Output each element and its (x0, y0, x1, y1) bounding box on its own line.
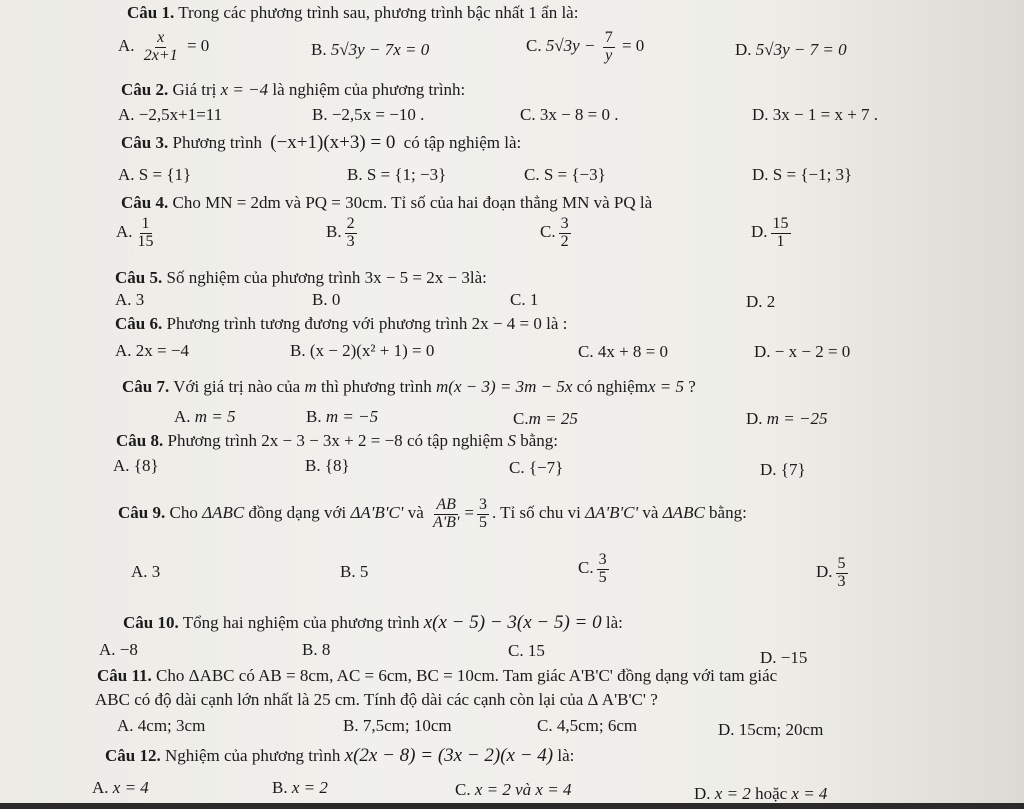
question-8-stem (116, 431, 558, 451)
question-9-option-c (578, 552, 612, 587)
fraction (836, 556, 848, 591)
option-text: 2 (766, 292, 776, 311)
numerator: 15 (772, 215, 789, 232)
option-text: x = 4 (112, 778, 149, 797)
option-letter: A. (115, 290, 132, 309)
option-text: {−7} (528, 458, 564, 477)
question-10-option-a (99, 640, 138, 660)
option-letter: D. (754, 342, 771, 361)
page-edge-shadow (0, 803, 1024, 809)
option-text: hoặc (755, 784, 788, 803)
option-letter: C. (455, 780, 471, 799)
numerator: 5 (837, 555, 846, 572)
question-6-stem (115, 314, 567, 334)
question-1-option-b (311, 40, 429, 60)
denominator: 2x+1 (143, 46, 178, 64)
question-label: Câu 11. (97, 666, 152, 685)
question-text: . Tỉ số chu vi (491, 503, 581, 523)
option-text: S = {−3} (543, 165, 606, 184)
question-math: ΔA'B'C' (585, 503, 639, 523)
question-math: m (304, 377, 317, 396)
question-label: Câu 9. (118, 503, 166, 523)
question-label: Câu 8. (116, 431, 164, 450)
question-12-option-a (92, 778, 149, 798)
question-text: là: (557, 746, 575, 765)
option-text: S = {1} (138, 165, 192, 184)
option-letter: C. (540, 222, 556, 242)
numerator: 3 (478, 496, 487, 513)
question-text: Cho (169, 503, 198, 523)
question-10-option-c (508, 641, 545, 661)
option-letter: C. (510, 290, 526, 309)
option-text: 3 (151, 562, 161, 581)
option-letter: B. (347, 165, 363, 184)
option-text: (x − 2)(x² + 1) = 0 (309, 341, 435, 360)
question-math: x = −4 (220, 80, 269, 99)
option-text: −8 (119, 640, 138, 659)
option-letter: B. (340, 562, 356, 581)
numerator: 1 (141, 215, 150, 232)
question-text: Giá trị (172, 80, 217, 99)
option-letter: A. (118, 105, 135, 124)
fraction (431, 497, 461, 532)
option-letter: C. (509, 458, 525, 477)
question-1-option-c (526, 30, 644, 65)
question-4-option-d (751, 216, 794, 251)
option-letter: D. (746, 292, 763, 311)
question-5-option-d (746, 292, 775, 312)
option-letter: A. (118, 36, 135, 56)
option-text: {8} (133, 456, 159, 475)
question-6-option-b (290, 341, 434, 361)
fraction (603, 30, 615, 65)
question-math: ΔA'B'C' (350, 503, 404, 523)
question-text: là : (546, 314, 568, 333)
option-text: 15 (527, 641, 545, 660)
option-letter: C. (524, 165, 540, 184)
option-letter: C. (578, 342, 594, 361)
question-9-option-d (816, 556, 851, 591)
option-letter: B. (343, 716, 359, 735)
question-math: (−x+1)(x+3) = 0 (270, 132, 396, 153)
question-2-option-a (118, 105, 222, 125)
question-label: Câu 5. (115, 268, 163, 287)
question-5-option-a (115, 290, 144, 310)
option-text: −2,5x+1=11 (138, 105, 223, 124)
question-math: = (464, 503, 474, 523)
option-text: m = −5 (325, 407, 379, 426)
option-letter: A. (117, 716, 134, 735)
option-text: x = 4 (791, 784, 828, 803)
numerator: 2 (346, 215, 355, 232)
fraction (771, 216, 791, 251)
question-text: thì phương trình (320, 377, 432, 396)
option-letter: A. (99, 640, 116, 659)
question-9-option-a (131, 562, 160, 582)
option-letter: C. (537, 716, 553, 735)
option-letter: D. (752, 165, 769, 184)
question-text: Phương trình (167, 431, 257, 450)
question-text: Cho ΔABC có AB = 8cm, AC = 6cm, BC = 10cm. Tam giác A'B'C' đồng dạng với tam giác (156, 666, 778, 685)
question-1-option-d (735, 40, 847, 60)
option-text: 3 (135, 290, 145, 309)
option-letter: B. (302, 640, 318, 659)
question-12-option-b (272, 778, 328, 798)
question-math: 2x − 4 = 0 (471, 314, 542, 333)
question-label: Câu 12. (105, 746, 161, 765)
question-label: Câu 6. (115, 314, 163, 333)
question-1-stem (127, 3, 578, 23)
question-7-option-b (306, 407, 378, 427)
question-6-option-c (578, 342, 668, 362)
option-text: −2,5x = −10 . (331, 105, 425, 124)
fraction (559, 216, 571, 251)
option-letter: B. (305, 456, 321, 475)
option-letter: C. (513, 409, 529, 428)
question-11-option-c (537, 716, 637, 736)
question-text: đồng dạng với (248, 503, 347, 523)
option-letter: A. (116, 222, 133, 242)
option-text: m = −25 (766, 409, 828, 428)
fraction (136, 216, 156, 251)
question-text: Phương trình tương đương với phương trình (166, 314, 468, 333)
option-text: 4cm; 3cm (137, 716, 206, 735)
denominator: 3 (837, 572, 846, 590)
option-text: và (515, 780, 532, 799)
question-1-option-a (118, 30, 209, 65)
option-text: 4,5cm; 6cm (556, 716, 638, 735)
option-text: 8 (321, 640, 331, 659)
question-text: là: (605, 613, 623, 632)
question-math: x(x − 5) − 3(x − 5) = 0 (423, 612, 602, 633)
question-11-option-a (117, 716, 205, 736)
option-letter: D. (760, 648, 777, 667)
question-math: ΔABC (662, 503, 705, 523)
question-math: 2x − 3 − 3x + 2 = −8 (261, 431, 403, 450)
option-letter: B. (312, 105, 328, 124)
question-text: Tổng hai nghiệm của phương trình (182, 613, 420, 632)
question-10-stem (123, 612, 623, 634)
option-letter: B. (312, 290, 328, 309)
option-text: = 0 (186, 36, 210, 56)
question-5-option-c (510, 290, 538, 310)
question-text: bằng: (520, 431, 559, 450)
option-letter: B. (272, 778, 288, 797)
denominator: A'B' (432, 513, 460, 531)
question-text: bằng: (709, 503, 747, 523)
option-text: − x − 2 = 0 (774, 342, 851, 361)
question-3-stem (121, 132, 521, 154)
option-letter: C. (578, 558, 594, 578)
question-4-option-b (326, 216, 360, 251)
fraction (345, 216, 357, 251)
numerator: x (157, 29, 165, 46)
option-letter: B. (290, 341, 306, 360)
question-6-option-d (754, 342, 850, 362)
option-text: 2x = −4 (135, 341, 189, 360)
question-2-stem (121, 80, 465, 100)
numerator: 3 (560, 215, 569, 232)
option-text: S = {−1; 3} (772, 165, 853, 184)
option-text: S = {1; −3} (366, 165, 447, 184)
option-text: 5√3y − 7 = 0 (755, 40, 847, 59)
option-text: x = 4 (535, 780, 572, 799)
question-8-option-a (113, 456, 159, 476)
question-5-stem (115, 268, 487, 288)
question-6-option-a (115, 341, 189, 361)
question-text: ? (688, 377, 696, 396)
question-10-option-b (302, 640, 330, 660)
option-text: 3x − 1 = x + 7 . (772, 105, 879, 124)
question-8-option-b (305, 456, 350, 476)
question-4-option-c (540, 216, 574, 251)
question-text: có tập nghiệm (406, 431, 504, 450)
option-letter: B. (326, 222, 342, 242)
option-text: m = 5 (194, 407, 236, 426)
question-9-stem (118, 497, 747, 532)
option-letter: A. (174, 407, 191, 426)
question-11-stem-line-2: ABC có độ dài cạnh lớn nhất là 25 cm. Tính độ dài các cạnh còn lại của Δ A'B'C' ? (95, 690, 658, 709)
option-letter: D. (718, 720, 735, 739)
question-text: Với giá trị nào của (173, 377, 301, 396)
option-text: 5√3y − (545, 36, 596, 56)
option-text: 7,5cm; 10cm (362, 716, 452, 735)
option-text: x = 2 (714, 784, 751, 803)
option-text: 5 (359, 562, 369, 581)
denominator: 5 (598, 568, 607, 586)
option-text: 15cm; 20cm (738, 720, 824, 739)
denominator: 2 (560, 232, 569, 250)
option-text: {8} (324, 456, 350, 475)
question-text: Trong các phương trình sau, phương trình bậc nhất 1 ẩn là: (178, 3, 579, 22)
fraction (142, 30, 180, 65)
question-text: có nghiệm (576, 377, 648, 396)
option-text: 3x − 8 = 0 . (539, 105, 619, 124)
question-11-option-b (343, 716, 452, 736)
question-8-option-c (509, 458, 563, 478)
question-text: là: (469, 268, 487, 287)
question-7-option-a (174, 407, 236, 427)
question-7-stem (122, 377, 696, 397)
question-12-stem (105, 745, 574, 767)
question-text: Cho MN = 2dm và PQ = 30cm. Tỉ số của hai đoạn thẳng MN và PQ là (172, 193, 653, 212)
fraction (477, 497, 489, 532)
question-11-stem (97, 666, 777, 686)
option-letter: C. (526, 36, 542, 56)
question-text: và (642, 503, 659, 523)
fraction (597, 552, 609, 587)
option-text: 4x + 8 = 0 (597, 342, 669, 361)
question-3-option-a (118, 165, 191, 185)
question-label: Câu 4. (121, 193, 169, 212)
question-11-option-d (718, 720, 823, 740)
option-text: m = 25 (528, 409, 578, 428)
option-letter: C. (508, 641, 524, 660)
question-label: Câu 3. (121, 133, 169, 152)
question-12-option-c (455, 780, 571, 800)
question-math: x(2x − 8) = (3x − 2)(x − 4) (344, 745, 554, 766)
denominator: y (605, 46, 613, 64)
option-text: = 0 (621, 36, 645, 56)
question-3-option-d (752, 165, 852, 185)
question-10-option-d (760, 648, 807, 668)
numerator: 7 (604, 29, 613, 46)
option-letter: B. (311, 40, 327, 59)
question-4-option-a (116, 216, 159, 251)
option-text: 0 (331, 290, 341, 309)
question-8-option-d (760, 460, 806, 480)
question-label: Câu 7. (122, 377, 170, 396)
option-letter: D. (694, 784, 711, 803)
question-text: và (407, 503, 424, 523)
question-2-option-b (312, 105, 424, 125)
option-letter: A. (92, 778, 109, 797)
option-letter: D. (816, 562, 833, 582)
question-2-option-c (520, 105, 619, 125)
option-text: 1 (529, 290, 539, 309)
question-2-option-d (752, 105, 878, 125)
denominator: 3 (346, 232, 355, 250)
option-letter: D. (752, 105, 769, 124)
question-4-stem (121, 193, 652, 213)
option-letter: A. (131, 562, 148, 581)
option-text: {7} (780, 460, 806, 479)
option-letter: A. (115, 341, 132, 360)
question-math: x = 5 (647, 377, 684, 396)
numerator: 3 (598, 551, 607, 568)
option-letter: B. (306, 407, 322, 426)
question-text: Phương trình (172, 133, 262, 152)
question-label: Câu 1. (127, 3, 175, 22)
question-3-option-b (347, 165, 446, 185)
question-5-option-b (312, 290, 340, 310)
option-letter: D. (746, 409, 763, 428)
option-letter: D. (751, 222, 768, 242)
question-label: Câu 10. (123, 613, 179, 632)
option-letter: A. (113, 456, 130, 475)
option-letter: D. (760, 460, 777, 479)
denominator: 1 (776, 232, 785, 250)
denominator: 5 (478, 513, 487, 531)
question-7-option-d (746, 409, 828, 429)
question-9-option-b (340, 562, 368, 582)
question-3-option-c (524, 165, 606, 185)
question-text: Số nghiệm của phương trình (166, 268, 361, 287)
option-text: x = 2 (474, 780, 511, 799)
question-text: Nghiệm của phương trình (164, 746, 341, 765)
option-letter: C. (520, 105, 536, 124)
option-text: x = 2 (291, 778, 328, 797)
numerator: AB (436, 496, 456, 513)
question-text: là nghiệm của phương trình: (272, 80, 466, 99)
question-7-option-c (513, 409, 578, 429)
question-12-option-d (694, 784, 827, 804)
question-label: Câu 2. (121, 80, 169, 99)
question-text: có tập nghiệm là: (403, 133, 522, 152)
question-math: ΔABC (202, 503, 245, 523)
option-letter: A. (118, 165, 135, 184)
question-math: 3x − 5 = 2x − 3 (364, 268, 470, 287)
question-math: S (507, 431, 516, 450)
question-math: m(x − 3) = 3m − 5x (436, 377, 573, 396)
option-letter: D. (735, 40, 752, 59)
denominator: 15 (137, 232, 154, 250)
option-text: −15 (780, 648, 808, 667)
option-text: 5√3y − 7x = 0 (330, 40, 430, 59)
